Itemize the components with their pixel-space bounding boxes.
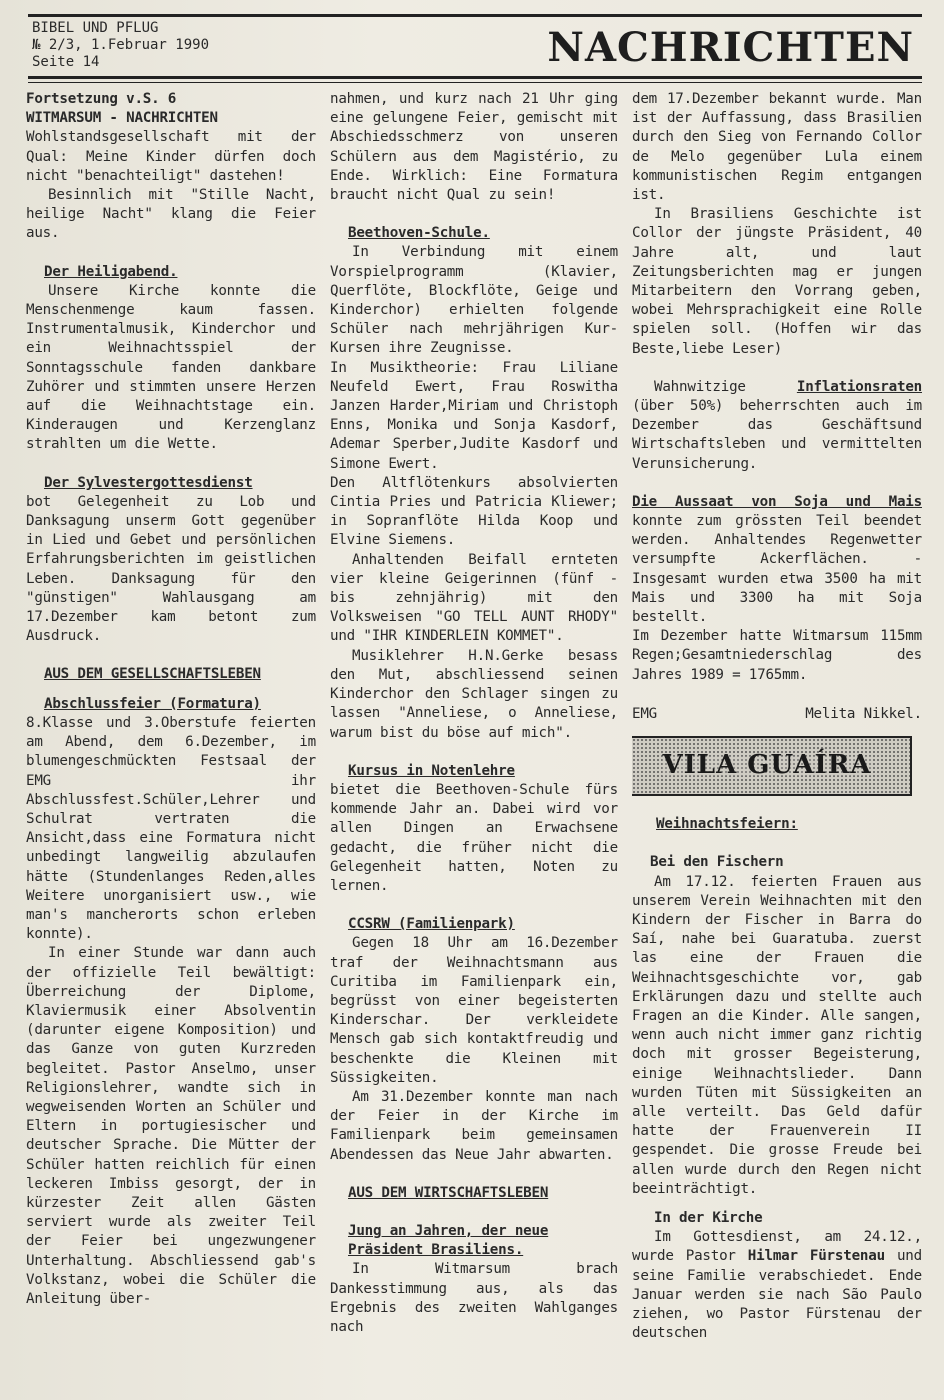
paragraph: bietet die Beethoven-Schule fürs kommende Jahr an. Dabei wird vor allen Dingen an Erwachsene gedacht, die früher nicht die Gelegenheit hatten, Noten zu lernen. [330, 781, 618, 894]
heading-inflation: Inflationsraten [796, 378, 922, 395]
heading-sylvester: Der Sylvestergottesdienst [44, 474, 253, 491]
column-1 [26, 90, 316, 1390]
heading-weihnachtsfeiern: Weihnachtsfeiern: [656, 816, 798, 833]
paragraph: In Brasiliens Geschichte ist Collor der jüngste Präsident, 40 Jahre alt, und laut Zeitungsberichten mag er jungen Mitarbeitern den Vorrang geben, wobei Mehrsprachigkeit eine Rolle spielen soll. (Hoffen wir das Beste,liebe Leser) [632, 206, 922, 357]
paragraph: In Musiktheorie: Frau Liliane Neufeld Ewert, Frau Roswitha Janzen Harder,Miriam und Christoph Enns, Monika und Sonja Kasdorf, Ademar Sperber,Judite Kasdorf und Simone Ewert. [330, 359, 618, 472]
heading-abschlussfeier: Abschlussfeier (Formatura) [44, 695, 261, 712]
paragraph: nahmen, und kurz nach 21 Uhr ging eine gelungene Feier, gemischt mit Abschiedsschmerz von unseren Schülern aus dem Magistério, zu Ende. Wirklich: Eine Formatura braucht nicht Qual zu sein! [330, 91, 618, 204]
kirche-text: und seine Familie verabschiedet. Ende Januar werden sie nach São Paulo ziehen, wo Pastor Fürstenau der deutschen [632, 1248, 922, 1342]
heading-fischern: Bei den Fischern [650, 854, 784, 871]
section-title: NACHRICHTEN [547, 24, 914, 71]
paragraph-aussaat [632, 493, 922, 627]
signature-line [632, 705, 922, 724]
continuation-title: WITMARSUM - NACHRICHTEN [26, 110, 218, 127]
paragraph: Am 31.Dezember konnte man nach der Feier in der Kirche im Familienpark beim gemeinsamen Abendessen das Neue Jahr abwarten. [330, 1088, 618, 1163]
column-3 [632, 90, 922, 1390]
signature-org: EMG [632, 705, 658, 722]
paragraph-inflation [632, 378, 922, 474]
paragraph: Wohlstandsgesellschaft mit der Qual: Meine Kinder dürfen doch nicht "benachteiligt" dastehen! [26, 129, 316, 184]
paragraph: Am 17.12. feierten Frauen aus unserem Verein Weihnachten mit den Kindern der Fischer in Barra do Saí, nahe bei Guaratuba. zuerst las eine der Frauen die Weihnachtsgeschichte vor, gab Erklärungen dazu und stellte auch Fragen an die Kinder. Alle sangen, wenn auch nicht immer ganz richtig doch mit grosser Begeisterung, einige Weihnachtslieder. Dann wurden Tüten mit Süssigkeiten an alle verteilt. Das Geld dafür hatte der Frauenverein II gespendet. Die grosse Freude bei allen wurde durch den Regen nicht beeinträchtigt. [632, 873, 922, 1197]
pastor-name: Hilmar Fürstenau [747, 1248, 885, 1265]
paragraph: Im Dezember hatte Witmarsum 115mm Regen;Gesamtniederschlag des Jahres 1989 = 1765mm. [632, 628, 922, 683]
issue-date: № 2/3, 1.Februar 1990 [32, 37, 210, 53]
page-number: Seite 14 [32, 54, 100, 70]
paragraph: In Witmarsum brach Dankesstimmung aus, als das Ergebnis des zweiten Wahlganges nach [330, 1261, 618, 1335]
heading-praesident: Jung an Jahren, der neue Präsident Brasiliens. [348, 1222, 549, 1259]
paragraph: Den Altflötenkurs absolvierten Cintia Pries und Patricia Kliewer; in Sopranflöte Hilda Koop und Elvine Siemens. [330, 474, 618, 549]
inflation-text: (über 50%) beherrschten auch im Dezember das Geschäftsund Wirtschaftsleben und vermittelten Verunsicherung. [632, 398, 922, 472]
heading-kirche: In der Kirche [654, 1209, 763, 1226]
vila-guaira-banner [632, 736, 912, 796]
paragraph: 8.Klasse und 3.Oberstufe feierten am Abend, dem 6.Dezember, im blumengeschmückten Festsaal der EMG ihr Abschlussfest.Schüler,Lehrer und Schulrat vertraten die Ansicht,dass eine Formatura nicht unbedingt langweilig abzulaufen hätte (Stundenlanges Reden,alles Weitere unorganisiert usw., wie man's mancherorts schon erleben konnte). [26, 714, 316, 943]
paragraph: Anhaltenden Beifall ernteten vier kleine Geigerinnen (fünf - bis zehnjährig) mit den Volksweisen "GO TELL AUNT RHODY" und "IHR KINDERLEIN KOMMET". [330, 551, 618, 645]
paragraph: Unsere Kirche konnte die Menschenmenge kaum fassen. Instrumentalmusik, Kinderchor und ein Weihnachtsspiel der Sonntagsschule fanden dankbare Zuhörer und stimmten unsere Herzen auf die Weihnachtstage ein. Kinderaugen und Kerzenglanz strahlten um die Wette. [26, 282, 316, 453]
continuation-note: Fortsetzung v.S. 6 [26, 91, 177, 107]
paragraph: Gegen 18 Uhr am 16.Dezember traf der Weihnachtsmann aus Curitiba im Familienpark ein, begrüsst von einer begeisterten Kinderschar. Der verkleidete Mensch gab sich kontaktfreudig und beschenkte die Kleinen mit Süssigkeiten. [330, 935, 618, 1086]
inflation-lead: Wahnwitzige [654, 378, 797, 395]
heading-gesellschaftsleben: AUS DEM GESELLSCHAFTSLEBEN [44, 666, 261, 683]
paragraph: Besinnlich mit "Stille Nacht, heilige Nacht" klang die Feier aus. [26, 187, 316, 242]
banner-title: VILA GUAÍRA [662, 750, 872, 781]
paragraph: dem 17.Dezember bekannt wurde. Man ist der Auffassung, dass Brasilien durch den Sieg von Fernando Collor de Melo gegenüber Lula einem kommunistischen Regim entgangen ist. [632, 91, 922, 204]
top-rule [28, 14, 922, 17]
masthead-info [32, 20, 209, 71]
heading-kursus: Kursus in Notenlehre [348, 762, 515, 779]
heading-beethoven: Beethoven-Schule. [348, 225, 490, 242]
header-rule-thin [28, 82, 922, 83]
publication-name: BIBEL UND PFLUG [32, 20, 159, 36]
heading-aussaat: Die Aussaat von Soja und Mais [632, 493, 922, 510]
signature-name: Melita Nikkel. [805, 705, 922, 722]
heading-ccsrw: CCSRW (Familienpark) [348, 916, 515, 933]
kirche-lead: Im Gottesdienst, am 24.12., wurde Pastor [632, 1229, 922, 1265]
header-rule-thick [28, 76, 922, 79]
paragraph: Musiklehrer H.N.Gerke besass den Mut, abschliessend seinen Kinderchor den Schlager singen zu lassen "Anneliese, o Anneliese, warum bist du böse auf mich". [330, 647, 618, 741]
aussaat-text: konnte zum grössten Teil beendet werden. Anhaltendes Regenwetter versumpfte Ackerflächen. - Insgesamt wurden etwa 3500 ha mit Mais und 3300 ha mit Soja bestellt. [632, 513, 922, 626]
paragraph-kirche [632, 1228, 922, 1343]
paragraph: bot Gelegenheit zu Lob und Danksagung unserm Gott gegenüber in Lied und Gebet und persönlichen Erfahrungsberichten im geistlichen Leben. Danksagung für den "günstigen" Wahlausgang am 17.Dezember kam betont zum Ausdruck. [26, 493, 316, 645]
paragraph: In Verbindung mit einem Vorspielprogramm (Klavier, Querflöte, Blockflöte, Geige und Kinderchor) erhielten folgende Schüler nach mehrjährigen Kur-Kursen ihre Zeugnisse. [330, 244, 618, 357]
heading-heiligabend: Der Heiligabend. [44, 263, 178, 280]
column-2 [330, 90, 618, 1390]
paragraph: In einer Stunde war dann auch der offizielle Teil bewältigt: Überreichung der Diplome, Klaviermusik einer Absolventin (darunter eigene Komposition) und das Ganze von guten Kurzreden begleitet. Pastor Anselmo, unser Religionslehrer, wandte sich in wegweisenden Worten an Schüler und Eltern in portugiesischer und deutscher Sprache. Die Mütter der Schüler hatten reichlich für einen leckeren Imbiss gesorgt, der in kürzester Zeit allen Gästen serviert wurde als zweiter Teil der Feier bei ungezwungener Unterhaltung. Abschliessend gab's Volkstanz, wobei die Schüler die Anleitung über- [26, 945, 316, 1307]
heading-wirtschaftsleben: AUS DEM WIRTSCHAFTSLEBEN [348, 1184, 549, 1201]
